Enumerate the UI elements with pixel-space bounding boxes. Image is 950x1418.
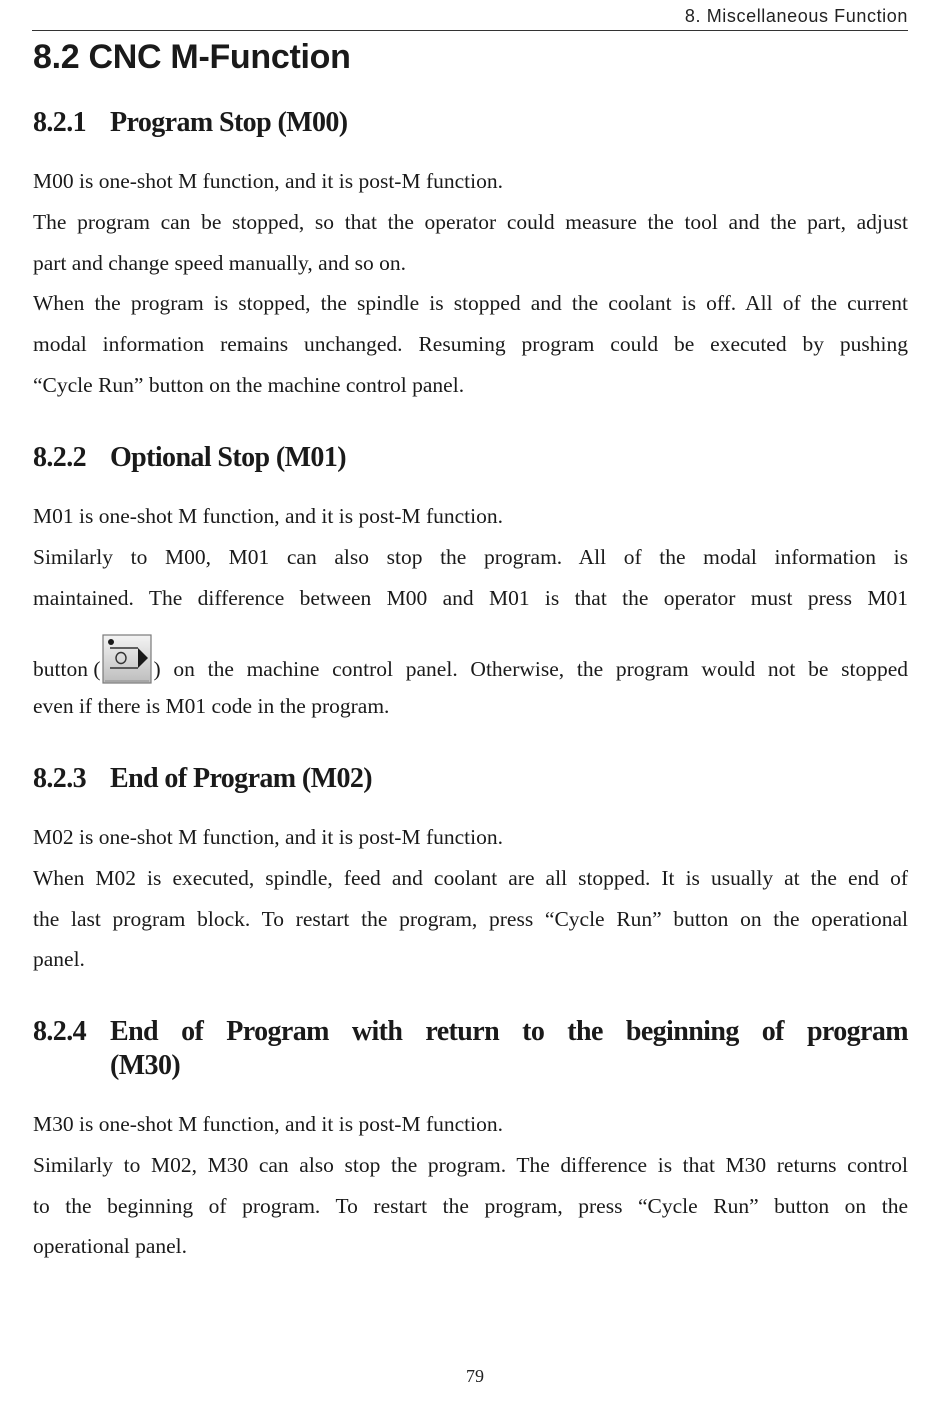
paragraph-fragment: ) on the machine control panel. Otherwise, the program would not be stopped bbox=[153, 657, 908, 681]
paragraph-line: When M02 is executed, spindle, feed and coolant are all stopped. It is usually at the end of bbox=[33, 865, 908, 890]
chapter-title: 8.2 CNC M-Function bbox=[33, 38, 351, 76]
section-heading-8-2-3 bbox=[33, 762, 908, 796]
header-divider bbox=[32, 30, 908, 31]
paragraph-line: M02 is one-shot M function, and it is post-M function. bbox=[33, 825, 503, 849]
m01-button-line bbox=[33, 622, 908, 686]
section-heading-8-2-1 bbox=[33, 106, 908, 140]
section-body-8-2-4 bbox=[33, 1104, 908, 1267]
paragraph-line: Similarly to M00, M01 can also stop the program. All of the modal information is bbox=[33, 544, 908, 569]
paragraph-line: to the beginning of program. To restart the program, press “Cycle Run” button on the bbox=[33, 1193, 908, 1218]
section-number: 8.2.4 bbox=[33, 1016, 87, 1047]
paragraph-line: “Cycle Run” button on the machine control panel. bbox=[33, 372, 465, 397]
section-body-8-2-2 bbox=[33, 496, 908, 618]
section-title: End of Program (M02) bbox=[110, 763, 372, 794]
paragraph-line: the last program block. To restart the program, press “Cycle Run” button on the operational bbox=[33, 906, 908, 931]
paragraph-line: part and change speed manually, and so on. bbox=[33, 250, 406, 275]
section-title: Program Stop (M00) bbox=[110, 107, 348, 138]
running-header: 8. Miscellaneous Function bbox=[684, 6, 908, 26]
paragraph-line: operational panel. bbox=[33, 1234, 188, 1259]
section-number: 8.2.2 bbox=[33, 442, 87, 473]
section-number: 8.2.1 bbox=[33, 107, 87, 138]
paragraph-line: M30 is one-shot M function, and it is post-M function. bbox=[33, 1112, 503, 1136]
paragraph-line: panel. bbox=[33, 947, 85, 972]
paragraph-line: M01 is one-shot M function, and it is post-M function. bbox=[33, 504, 503, 528]
paragraph-line: modal information remains unchanged. Resuming program could be executed by pushing bbox=[33, 332, 908, 357]
section-body-8-2-2-end bbox=[33, 686, 908, 727]
section-title-line: End of Program with return to the beginning of program bbox=[110, 1016, 908, 1047]
paragraph-line: M00 is one-shot M function, and it is post-M function. bbox=[33, 169, 503, 193]
paragraph-line: The program can be stopped, so that the operator could measure the tool and the part, adjust bbox=[33, 209, 908, 234]
paragraph-line: When the program is stopped, the spindle is stopped and the coolant is off. All of the current bbox=[33, 291, 908, 316]
section-body-8-2-1 bbox=[33, 161, 908, 406]
paragraph-fragment: button ( bbox=[33, 657, 101, 681]
paragraph-line: Similarly to M02, M30 can also stop the program. The difference is that M30 returns control bbox=[33, 1152, 908, 1177]
section-title: Optional Stop (M01) bbox=[110, 442, 346, 473]
section-body-8-2-3 bbox=[33, 817, 908, 980]
optional-stop-button-icon bbox=[102, 634, 152, 684]
paragraph-line: maintained. The difference between M00 and M01 is that the operator must press M01 bbox=[33, 585, 908, 610]
section-title-line: (M30) bbox=[110, 1050, 181, 1081]
section-number: 8.2.3 bbox=[33, 763, 87, 794]
section-heading-8-2-4 bbox=[33, 1015, 908, 1083]
paragraph-line: even if there is M01 code in the program. bbox=[33, 694, 390, 718]
section-heading-8-2-2 bbox=[33, 441, 908, 475]
section-title bbox=[110, 1015, 908, 1083]
page-number: 79 bbox=[466, 1366, 484, 1386]
